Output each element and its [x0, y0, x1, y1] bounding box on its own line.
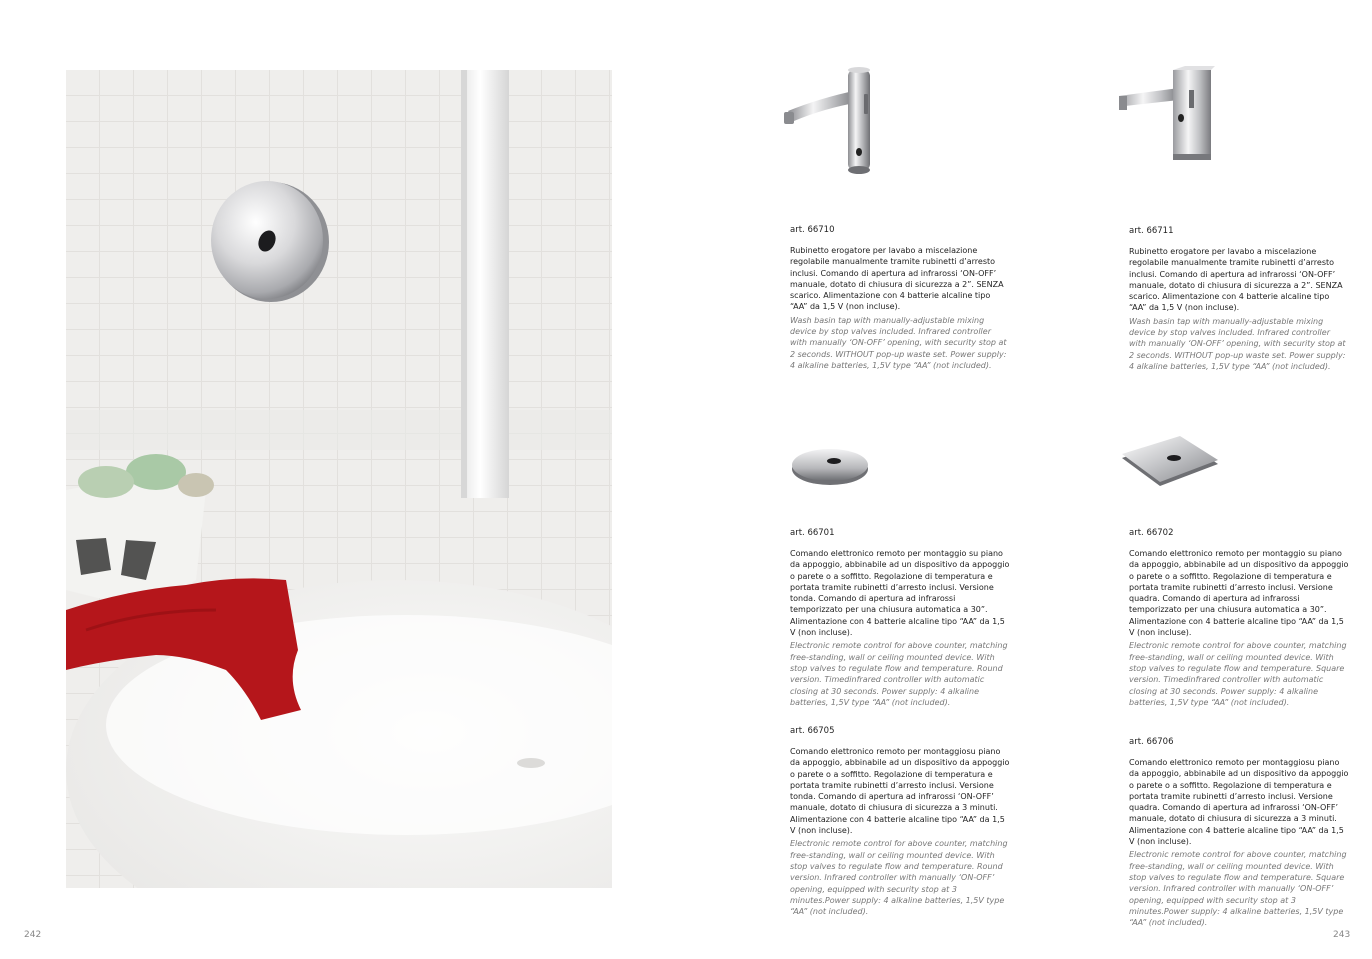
round-tap-image — [780, 66, 880, 178]
description-english: Electronic remote control for above counter, matching free-standing, wall or ceiling mounted device. With stop valves to regulate flow and temperature. Square version. Infrared controller with manually ‘ON-OFF’ opening, equipped with security stop at 3 minutes.Power supply: 4 alkaline batteries, 1,5V type “AA” (not included). — [1129, 850, 1347, 928]
product-entry-66705 — [790, 726, 1010, 917]
description-english: Wash basin tap with manually-adjustable mixing device by stop valves included. Infrared controller with manually ‘ON-OFF’ opening, with security stop at 2 seconds. WITHOUT pop-up waste set. Power supply: 4 alkaline batteries, 1,5V type “AA” (not included). — [790, 315, 1007, 370]
description-english: Electronic remote control for above counter, matching free-standing, wall or ceiling mounted device. With stop valves to regulate flow and temperature. Round version. Infrared controller with manually ‘ON-OFF’ opening, equipped with security stop at 3 minutes.Power supply: 4 alkaline batteries, 1,5V type “AA” (not included). — [790, 839, 1008, 917]
round-remote-control-image — [788, 443, 872, 489]
square-tap-image — [1115, 66, 1215, 164]
square-remote-control-image — [1118, 436, 1222, 490]
article-number: art. 66711 — [1129, 226, 1174, 236]
description-english: Electronic remote control for above counter, matching free-standing, wall or ceiling mounted device. With stop valves to regulate flow and temperature. Round version. Timedinfrared controller with automatic closing at 30 seconds. Power supply: 4 alkaline batteries, 1,5V type “AA” (not included). — [790, 641, 1008, 707]
description-italian: Comando elettronico remoto per montaggio su piano da appoggio, abbinabile ad un dispositivo da appoggio o parete o a soffitto. Regolazione di temperatura e portata tramite rubinetti d’arresto inclusi. Versione tonda. Comando di apertura ad infrarossi temporizzato per una chiusura automatica a 30”. Alimentazione con 4 batterie alcaline tipo “AA” da 1,5 V (non incluse). — [790, 549, 1010, 638]
product-entry-66701 — [790, 528, 1010, 708]
article-number: art. 66701 — [790, 528, 835, 538]
article-number: art. 66702 — [1129, 528, 1174, 538]
description-italian: Rubinetto erogatore per lavabo a miscelazione regolabile manualmente tramite rubinetti d’arresto inclusi. Comando di apertura ad infrarossi ‘ON-OFF’ manuale, dotato di chiusura di sicurezza a 2”. SENZA scarico. Alimentazione con 4 batterie alcaline tipo “AA” da 1,5 V (non incluse). — [790, 246, 1004, 312]
bathroom-photo — [66, 70, 612, 888]
article-number: art. 66706 — [1129, 737, 1174, 747]
product-entry-66710 — [790, 225, 1010, 371]
description-italian: Comando elettronico remoto per montaggiosu piano da appoggio, abbinabile ad un dispositivo da appoggio o parete o a soffitto. Regolazione di temperatura e portata tramite rubinetti d’arresto inclusi. Versione tonda. Comando di apertura ad infrarossi ‘ON-OFF’ manuale, dotato di chiusura di sicurezza a 3 minuti. Alimentazione con 4 batterie alcaline tipo “AA” da 1,5 V (non incluse). — [790, 747, 1010, 836]
description-english: Electronic remote control for above counter, matching free-standing, wall or ceiling mounted device. With stop valves to regulate flow and temperature. Square version. Timedinfrared controller with automatic closing at 30 seconds. Power supply: 4 alkaline batteries, 1,5V type “AA” (not included). — [1129, 641, 1347, 707]
product-entry-66706 — [1129, 737, 1349, 928]
description-italian: Comando elettronico remoto per montaggiosu piano da appoggio, abbinabile ad un dispositivo da appoggio o parete o a soffitto. Regolazione di temperatura e portata tramite rubinetti d’arresto inclusi. Versione quadra. Comando di apertura ad infrarossi ‘ON-OFF’ manuale, dotato di chiusura di sicurezza a 3 minuti. Alimentazione con 4 batterie alcaline tipo “AA” da 1,5 V (non incluse). — [1129, 758, 1349, 847]
page-number-right: 243 — [1333, 930, 1351, 940]
description-english: Wash basin tap with manually-adjustable mixing device by stop valves included. Infrared controller with manually ‘ON-OFF’ opening, with security stop at 2 seconds. WITHOUT pop-up waste set. Power supply: 4 alkaline batteries, 1,5V type “AA” (not included). — [1129, 316, 1346, 371]
article-number: art. 66705 — [790, 726, 835, 736]
product-entry-66702 — [1129, 528, 1349, 708]
description-italian: Comando elettronico remoto per montaggio su piano da appoggio, abbinabile ad un dispositivo da appoggio o parete o a soffitto. Regolazione di temperatura e portata tramite rubinetti d’arresto inclusi. Versione quadra. Comando di apertura ad infrarossi temporizzato per una chiusura automatica a 30”. Alimentazione con 4 batterie alcaline tipo “AA” da 1,5 V (non incluse). — [1129, 549, 1349, 638]
bathroom-photo-illustration — [66, 70, 612, 888]
product-entry-66711 — [1129, 226, 1349, 372]
article-number: art. 66710 — [790, 225, 835, 235]
page-number-left: 242 — [24, 930, 42, 940]
description-italian: Rubinetto erogatore per lavabo a miscelazione regolabile manualmente tramite rubinetti d’arresto inclusi. Comando di apertura ad infrarossi ‘ON-OFF’ manuale, dotato di chiusura di sicurezza a 2”. SENZA scarico. Alimentazione con 4 batterie alcaline tipo “AA” da 1,5 V (non incluse). — [1129, 247, 1343, 313]
